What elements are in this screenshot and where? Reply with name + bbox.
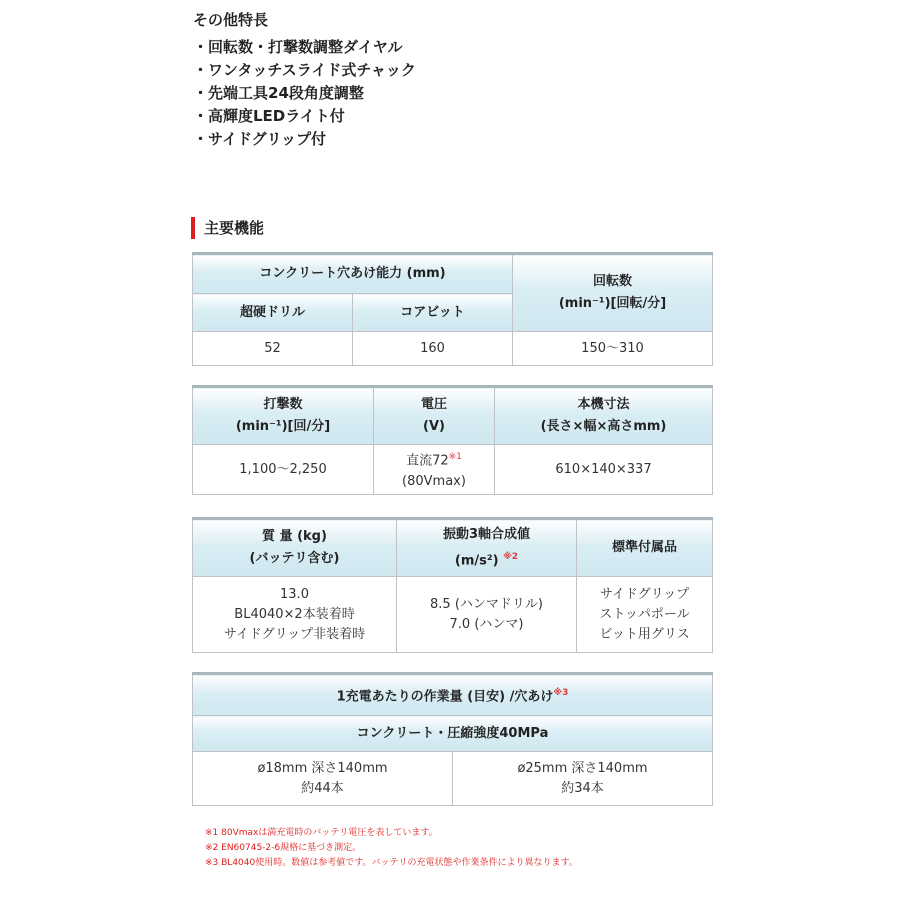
workload-right-value [453, 752, 713, 806]
workload-left-line1: ø18mm 深さ140mm [257, 760, 388, 776]
corebit-header: コアビット [353, 294, 513, 332]
voltage-header [374, 387, 495, 445]
blows-header-line1: 打撃数 [263, 397, 303, 412]
dims-header-line1: 本機寸法 [577, 397, 630, 412]
mass-header [193, 519, 397, 577]
rpm-header-line1: 回転数 [592, 274, 632, 289]
blows-value: 1,100〜2,250 [193, 445, 374, 495]
mass-value-line2: BL4040×2本装着時 [234, 606, 355, 622]
feature-item: ・高輝度LEDライト付 [193, 107, 345, 125]
workload-header-text: 1充電あたりの作業量 (目安) /穴あけ [336, 689, 554, 705]
rpm-header [513, 254, 713, 332]
footnotes [205, 826, 578, 871]
workload-note: ※3 [553, 687, 569, 698]
spec-table-mass [192, 517, 713, 653]
mass-value [193, 577, 397, 653]
carbide-value: 52 [193, 332, 353, 366]
spec-table-workload [192, 672, 713, 806]
footnote: ※3 BL4040使用時。数値は参考値です。バッテリの充電状態や作業条件により異なります。 [205, 858, 578, 868]
vibration-value-line1: 8.5 (ハンマドリル) [430, 596, 543, 612]
feature-item: ・ワンタッチスライド式チャック [193, 61, 416, 79]
footnote: ※2 EN60745-2-6規格に基づき測定。 [205, 843, 362, 853]
voltage-value [374, 445, 495, 495]
spec-table-power [192, 385, 713, 495]
dims-header-line2: (長さ×幅×高さmm) [540, 419, 667, 434]
workload-subheader: コンクリート・圧縮強度40MPa [193, 716, 713, 752]
blows-header [193, 387, 374, 445]
workload-right-line1: ø25mm 深さ140mm [517, 760, 648, 776]
mass-value-line3: サイドグリップ非装着時 [223, 626, 366, 642]
mass-value-line1: 13.0 [280, 586, 309, 602]
vibration-header-line2: (m/s²) [454, 553, 499, 569]
vibration-value-line2: 7.0 (ハンマ) [449, 616, 524, 632]
rpm-header-line2: (min⁻¹)[回転/分] [558, 296, 667, 311]
accessory-item: サイドグリップ [599, 586, 690, 602]
voltage-value-line2: (80Vmax) [402, 473, 466, 489]
voltage-note: ※1 [448, 452, 462, 463]
mass-header-line1: 質 量 (kg) [262, 529, 327, 544]
accessories-header: 標準付属品 [577, 519, 713, 577]
capacity-header: コンクリート穴あけ能力 (mm) [193, 254, 513, 294]
voltage-header-line2: (V) [423, 419, 445, 434]
dims-value: 610×140×337 [495, 445, 713, 495]
features-title: その他特長 [193, 11, 269, 29]
vibration-value [397, 577, 577, 653]
accessories-value [577, 577, 713, 653]
accessory-item: ビット用グリス [599, 626, 690, 642]
workload-header [193, 674, 713, 716]
feature-item: ・回転数・打撃数調整ダイヤル [193, 38, 403, 56]
accessory-item: ストッパポール [599, 606, 690, 622]
vibration-header-line1: 振動3軸合成値 [442, 526, 531, 542]
mass-header-line2: (バッテリ含む) [249, 551, 340, 566]
dims-header [495, 387, 713, 445]
spec-table-capacity [192, 252, 713, 366]
workload-right-line2: 約34本 [561, 780, 604, 796]
workload-left-line2: 約44本 [301, 780, 344, 796]
section-title: 主要機能 [191, 217, 264, 239]
rpm-value: 150〜310 [513, 332, 713, 366]
blows-header-line2: (min⁻¹)[回/分] [235, 419, 331, 434]
feature-item: ・先端工具24段角度調整 [193, 84, 364, 102]
corebit-value: 160 [353, 332, 513, 366]
vibration-header [397, 519, 577, 577]
workload-left-value [193, 752, 453, 806]
voltage-header-line1: 電圧 [420, 397, 447, 412]
feature-item: ・サイドグリップ付 [193, 130, 327, 148]
footnote: ※1 80Vmaxは満充電時のバッテリ電圧を表しています。 [205, 828, 438, 838]
carbide-header: 超硬ドリル [193, 294, 353, 332]
vibration-note: ※2 [503, 551, 519, 562]
features-list [193, 36, 416, 151]
voltage-value-line1: 直流72 [406, 453, 449, 469]
